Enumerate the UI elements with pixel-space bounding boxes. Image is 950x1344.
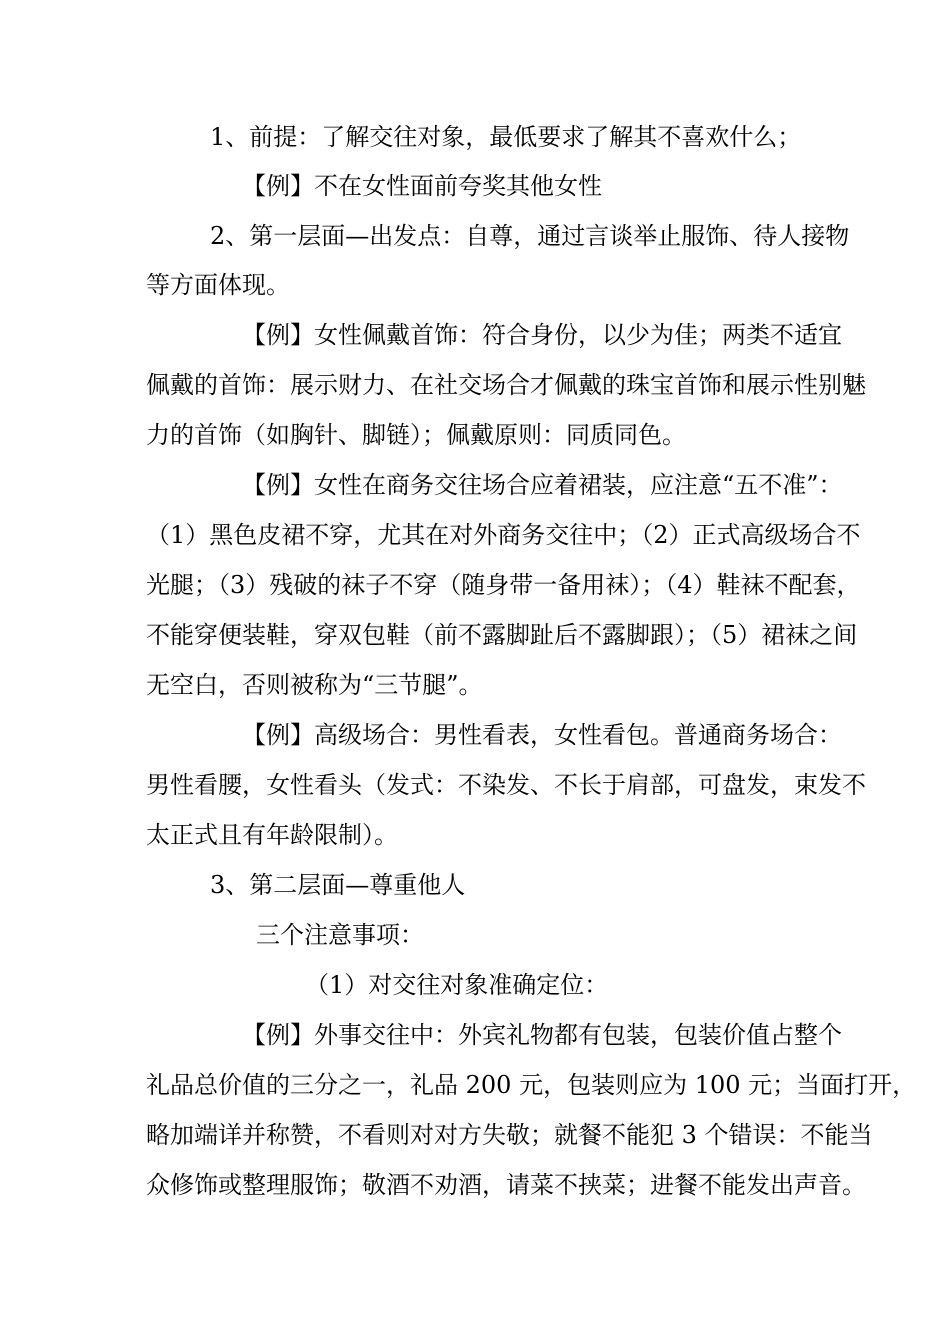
three-notes-heading: 三个注意事项： bbox=[256, 921, 424, 949]
paragraph-2-first-level: 2、第一层面—出发点：自尊，通过言谈举止服饰、待人接物 bbox=[210, 222, 850, 250]
paragraph-line: 男性看腰，女性看头（发式：不染发、不长于肩部，可盘发，束发不 bbox=[146, 771, 866, 799]
paragraph-line: 无空白，否则被称为“三节腿”。 bbox=[146, 671, 483, 699]
paragraph-3-second-level: 3、第二层面—尊重他人 bbox=[210, 871, 466, 899]
example-foreign-affairs: 【例】外事交往中：外宾礼物都有包装，包装价值占整个 bbox=[242, 1021, 842, 1049]
paragraph-line: 光腿；（3）残破的袜子不穿（随身带一备用袜）；（4）鞋袜不配套， bbox=[146, 571, 861, 599]
example-occasion: 【例】高级场合：男性看表，女性看包。普通商务场合： bbox=[242, 721, 842, 749]
paragraph-line: （1）黑色皮裙不穿，尤其在对外商务交往中；（2）正式高级场合不 bbox=[146, 521, 861, 549]
paragraph-line: 等方面体现。 bbox=[146, 271, 290, 299]
example-skirt: 【例】女性在商务交往场合应着裙装，应注意“五不准”： bbox=[242, 471, 843, 499]
paragraph-line: 力的首饰（如胸针、脚链）；佩戴原则：同质同色。 bbox=[146, 421, 686, 449]
paragraph-1-premise: 1、前提：了解交往对象，最低要求了解其不喜欢什么； bbox=[210, 123, 802, 151]
paragraph-line: 礼品总价值的三分之一，礼品 200 元，包装则应为 100 元；当面打开， bbox=[146, 1071, 917, 1099]
paragraph-line: 太正式且有年龄限制）。 bbox=[146, 821, 398, 849]
note-item-1: （1）对交往对象准确定位： bbox=[305, 971, 609, 999]
paragraph-line: 略加端详并称赞，不看则对对方失敬；就餐不能犯 3 个错误：不能当 bbox=[146, 1121, 873, 1149]
paragraph-line: 众修饰或整理服饰；敬酒不劝酒，请菜不挟菜；进餐不能发出声音。 bbox=[146, 1171, 866, 1199]
example-line: 【例】不在女性面前夸奖其他女性 bbox=[242, 172, 602, 200]
example-jewelry: 【例】女性佩戴首饰：符合身份，以少为佳；两类不适宜 bbox=[242, 321, 842, 349]
paragraph-line: 佩戴的首饰：展示财力、在社交场合才佩戴的珠宝首饰和展示性别魅 bbox=[146, 371, 866, 399]
paragraph-line: 不能穿便装鞋，穿双包鞋（前不露脚趾后不露脚跟）；（5）裙袜之间 bbox=[146, 621, 858, 649]
